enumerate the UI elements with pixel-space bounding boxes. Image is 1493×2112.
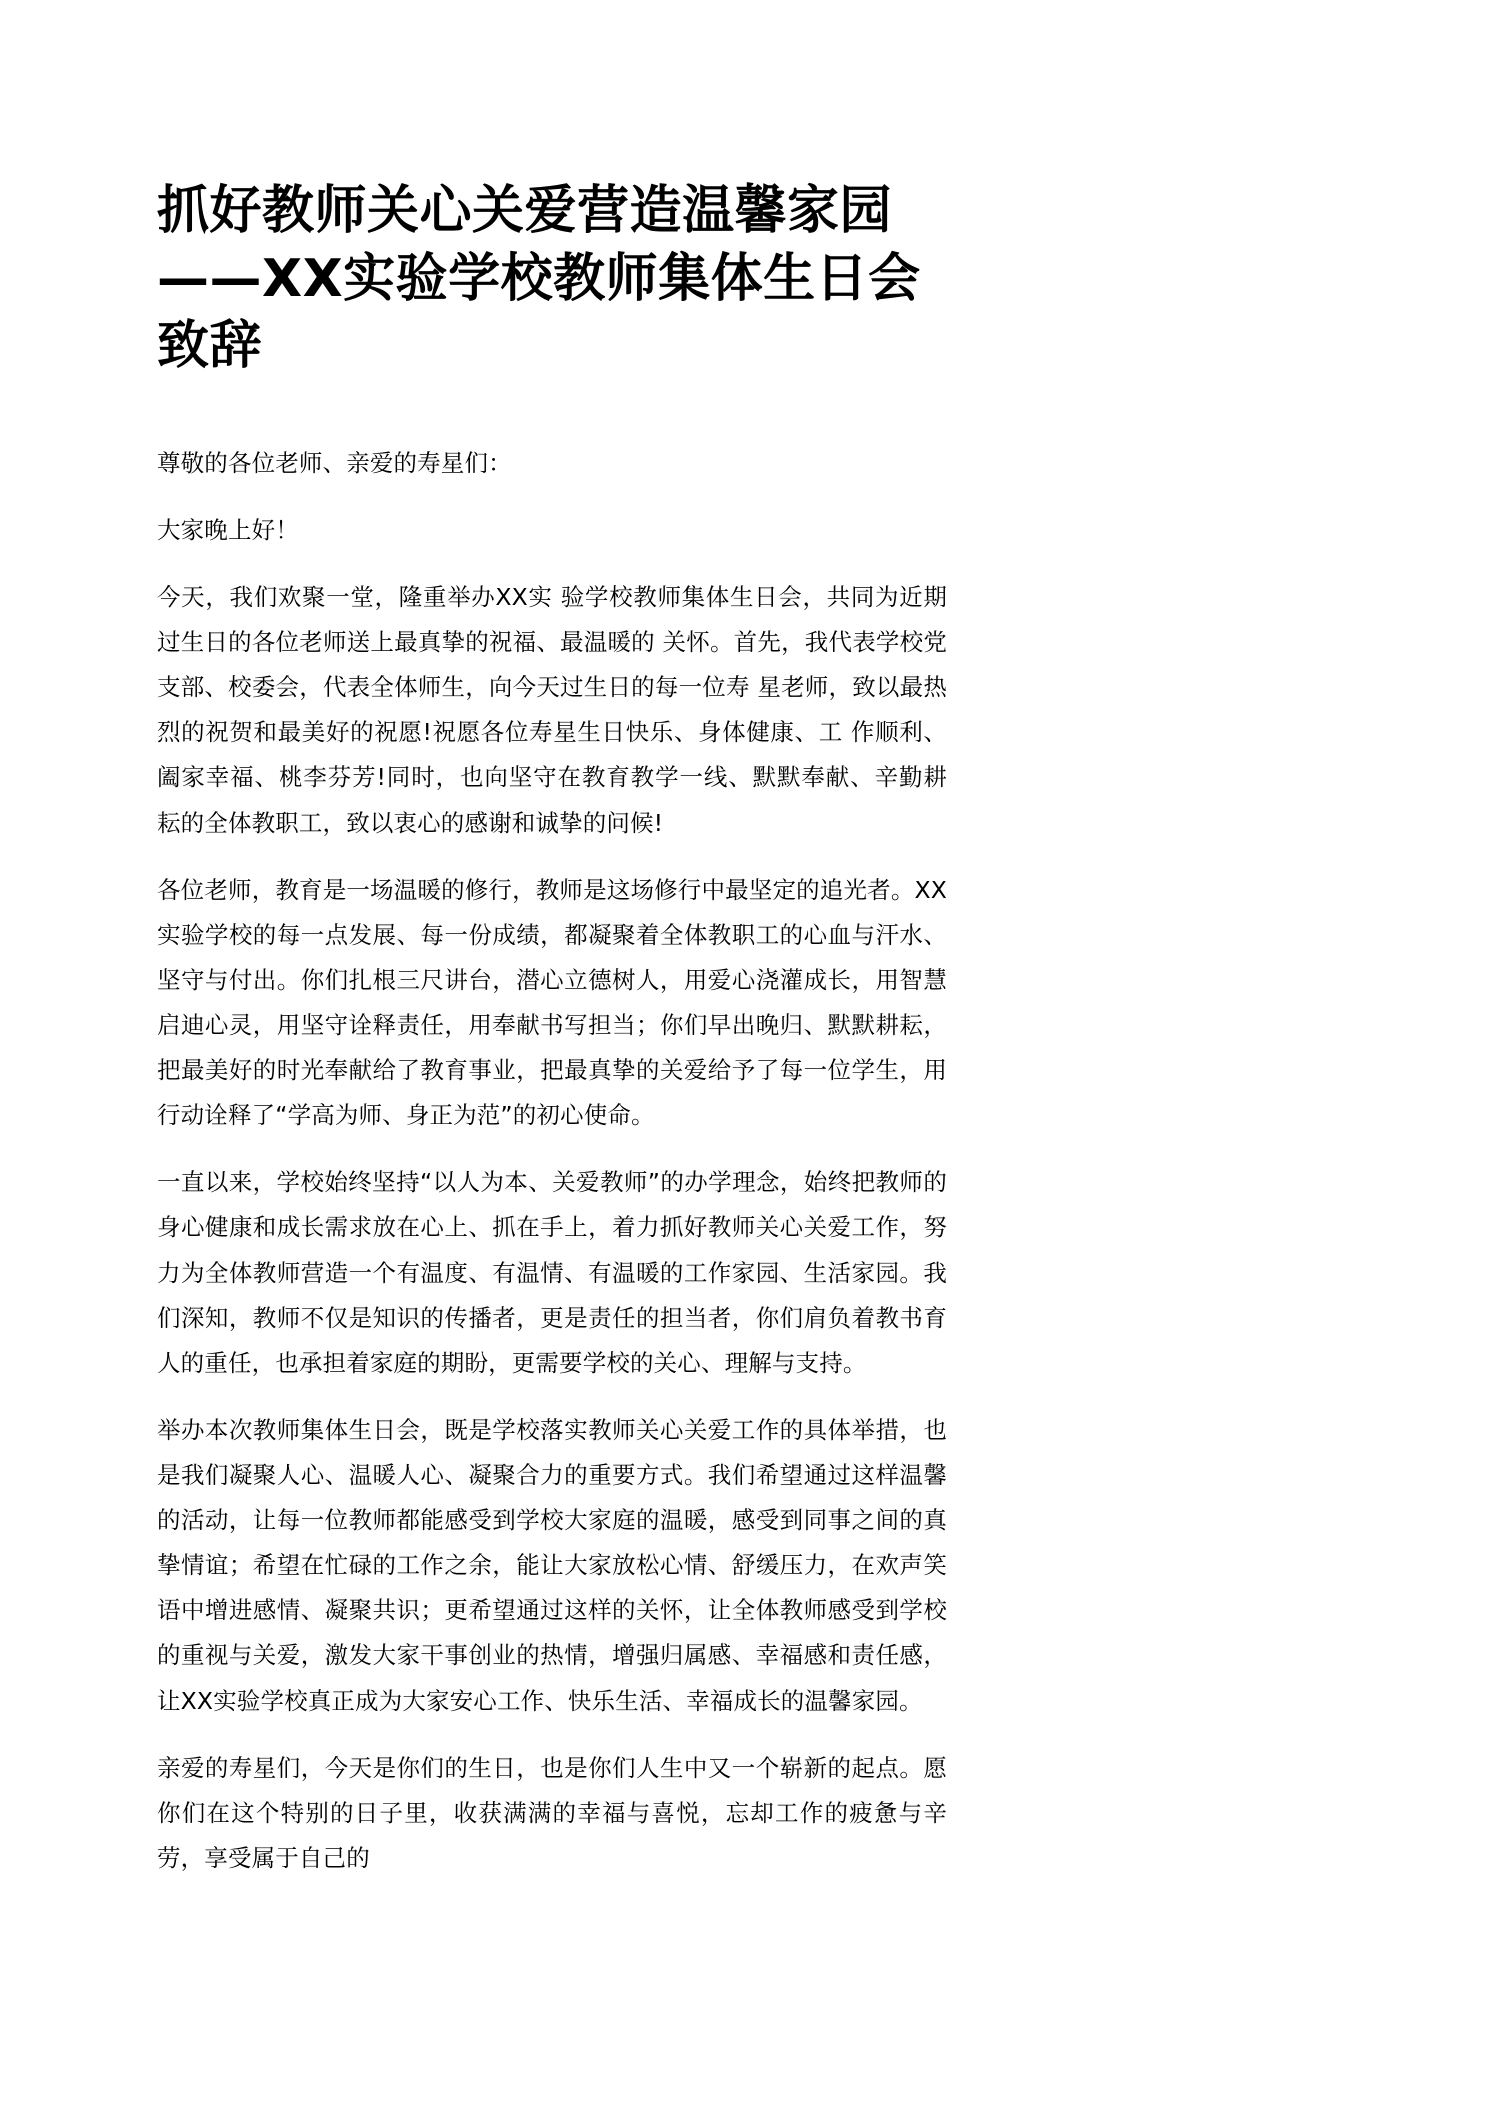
page-title: 抓好教师关心关爱营造温馨家园——XX实验学校教师集体生日会致辞 [157,181,921,377]
paragraph-birthday-wishes: 亲爱的寿星们，今天是你们的生日，也是你们人生中又一个崭新的起点。愿你们在这个特别的日子里，收获满满的幸福与喜悦，忘却工作的疲惫与辛劳，享受属于自己的 [157,1753,947,1872]
document-content [157,0,1337,1881]
document-body [157,441,947,1881]
paragraph-greeting: 大家晚上好！ [157,515,299,544]
paragraph-event-purpose: 举办本次教师集体生日会，既是学校落实教师关心关爱工作的具体举措，也是我们凝聚人心、温暖人心、凝聚合力的重要方式。我们希望通过这样温馨的活动，让每一位教师都能感受到学校大家庭的温暖，感受到同事之间的真挚情谊；希望在忙碌的工作之余，能让大家放松心情、舒缓压力，在欢声笑语中增进感情、凝聚共识；更希望通过这样的关怀，让全体教师感受到学校的重视与关爱，激发大家干事创业的热情，增强归属感、幸福感和责任感，让XX实验学校真正成为大家安心工作、快乐生活、幸福成长的温馨家园。 [157,1415,947,1715]
paragraph-teachers-dedication: 各位老师，教育是一场温暖的修行，教师是这场修行中最坚定的追光者。XX实验学校的每一点发展、每一份成绩，都凝聚着全体教职工的心血与汗水、坚守与付出。你们扎根三尺讲台，潜心立德树人，用爱心浇灌成长，用智慧启迪心灵，用坚守诠释责任，用奉献书写担当；你们早出晚归、默默耕耘，把最美好的时光奉献给了教育事业，把最真挚的关爱给予了每一位学生，用行动诠释了“学高为师、身正为范”的初心使命。 [157,875,947,1130]
paragraph-salutation: 尊敬的各位老师、亲爱的寿星们： [157,448,512,477]
paragraph-opening-remarks: 今天，我们欢聚一堂，隆重举办XX实 验学校教师集体生日会，共同为近期过生日的各位老师送上最真挚的祝福、最温暖的 关怀。首先，我代表学校党支部、校委会，代表全体师生，向今天过生日的每一位寿 星老师，致以最热烈的祝贺和最美好的祝愿!祝愿各位寿星生日快乐、身体健康、工 作顺利、阖家幸福、桃李芬芳!同时，也向坚守在教育教学一线、默默奉献、辛勤耕 耘的全体教职工，致以衷心的感谢和诚挚的问候! [157,583,947,837]
paragraph-school-philosophy: 一直以来，学校始终坚持“以人为本、关爱教师”的办学理念，始终把教师的身心健康和成长需求放在心上、抓在手上，着力抓好教师关心关爱工作，努力为全体教师营造一个有温度、有温情、有温暖的工作家园、生活家园。我们深知，教师不仅是知识的传播者，更是责任的担当者，你们肩负着教书育人的重任，也承担着家庭的期盼，更需要学校的关心、理解与支持。 [157,1168,947,1377]
